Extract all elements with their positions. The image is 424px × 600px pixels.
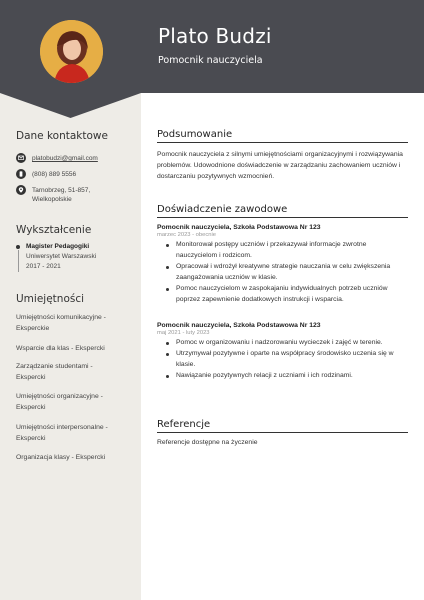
job-bullet: Nawiązanie pozytywnych relacji z uczniami i ich rodzinami. xyxy=(157,371,408,382)
experience-section xyxy=(157,204,408,218)
phone-number: (808) 889 5556 xyxy=(32,171,77,178)
timeline-dot xyxy=(16,245,20,249)
education-degree: Magister Pedagogiki xyxy=(26,243,90,250)
job-bullet: Opracował i wdrożył kreatywne strategie nauczania w celu zwiększenia zaangażowania uczniów w klasie. xyxy=(157,262,408,284)
email-link[interactable]: platobudzi@gmail.com xyxy=(32,155,98,162)
job-dates: maj 2021 - luty 2023 xyxy=(157,330,210,336)
references-heading: Referencje xyxy=(157,419,408,433)
job-entry xyxy=(157,224,408,305)
skill-line: Eksperckie xyxy=(16,324,50,332)
skills-heading-wrap xyxy=(16,293,136,305)
skill-item xyxy=(16,453,136,464)
job-bullet: Pomoc nauczycielom w zaspokajaniu indywidualnych potrzeb uczniów poprzez zapewnienie dodatkowych instrukcji i wsparcia. xyxy=(157,284,408,306)
skill-line: Wsparcie dla klas - Ekspercki xyxy=(16,345,105,352)
summary-heading: Podsumowanie xyxy=(157,129,408,143)
skill-line: Ekspercki xyxy=(16,403,46,411)
contact-phone-row xyxy=(16,169,136,179)
job-dates: marzec 2023 - obecnie xyxy=(157,232,216,238)
job-bullets xyxy=(157,240,408,305)
contact-email-row xyxy=(16,153,136,163)
job-bullets xyxy=(157,338,408,382)
contact-heading: Dane kontaktowe xyxy=(16,130,108,142)
candidate-name: Plato Budzi xyxy=(158,24,272,48)
avatar xyxy=(40,20,103,83)
experience-heading: Doświadczenie zawodowe xyxy=(157,204,408,218)
job-title: Pomocnik nauczyciela, Szkoła Podstawowa Nr 123 xyxy=(157,322,321,329)
job-title: Pomocnik nauczyciela, Szkoła Podstawowa Nr 123 xyxy=(157,224,321,231)
job-bullet: Utrzymywał pozytywne i oparte na współpracy środowisko uczenia się w klasie. xyxy=(157,349,408,371)
skill-line: Umiejętności interpersonalne - xyxy=(16,424,108,431)
address-line-2: Wielkopolskie xyxy=(32,196,72,203)
skill-line: Organizacja klasy - Ekspercki xyxy=(16,454,106,461)
contact-address-row xyxy=(16,185,136,204)
education-heading-wrap xyxy=(16,224,136,236)
education-years: 2017 - 2021 xyxy=(26,263,61,270)
job-entry xyxy=(157,322,408,382)
skills-heading: Umiejętności xyxy=(16,293,85,305)
phone-icon xyxy=(16,169,26,179)
skill-line: Zarządzanie studentami - xyxy=(16,363,93,370)
education-heading: Wykształcenie xyxy=(16,224,92,236)
skill-line: Umiejętności komunikacyjne - xyxy=(16,314,106,321)
references-section xyxy=(157,419,408,448)
job-bullet: Pomoc w organizowaniu i nadzorowaniu wycieczek i zajęć w terenie. xyxy=(157,338,408,349)
references-text: Referencje dostępne na życzenie xyxy=(157,439,258,446)
portrait-image xyxy=(40,20,103,83)
address xyxy=(32,185,90,204)
education-school: Uniwersytet Warszawski xyxy=(26,253,97,260)
email-icon xyxy=(16,153,26,163)
education-entry xyxy=(16,242,136,272)
summary-text: Pomocnik nauczyciela z silnymi umiejętnościami organizacyjnymi i rozwiązywania problemów. Udowodnione doświadczenie w zarządzaniu zachowaniem uczniów i dostarczaniu pozytywnych wzmocnień. xyxy=(157,151,403,180)
skill-item xyxy=(16,313,136,334)
contact-section xyxy=(16,130,136,142)
address-line-1: Tarnobrzeg, 51-857, xyxy=(32,187,91,194)
skill-line: Umiejętności organizacyjne - xyxy=(16,393,103,400)
skill-item xyxy=(16,344,136,355)
job-bullet: Monitorował postępy uczniów i przekazywał informacje zwrotne nauczycielom i rodzicom. xyxy=(157,240,408,262)
timeline-line xyxy=(18,250,19,272)
location-icon xyxy=(16,185,26,195)
skill-item xyxy=(16,423,136,444)
candidate-title: Pomocnik nauczyciela xyxy=(158,55,263,66)
skill-item xyxy=(16,362,136,383)
summary-section xyxy=(157,129,408,182)
skill-line: Ekspercki xyxy=(16,373,46,381)
skill-item xyxy=(16,392,136,413)
skill-line: Ekspercki xyxy=(16,434,46,442)
